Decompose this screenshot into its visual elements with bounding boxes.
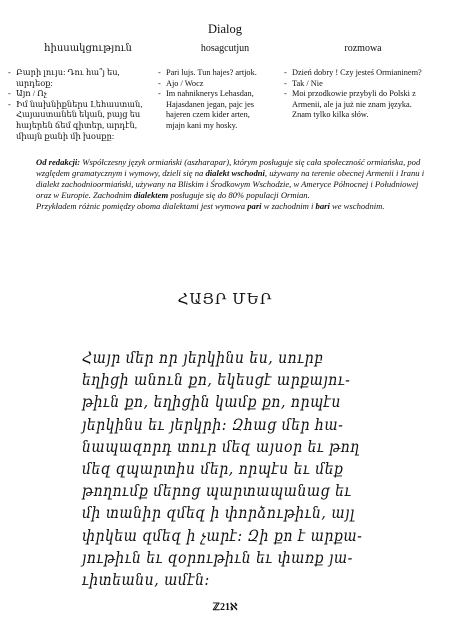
dialog-line-text: Pari lujs. Tun hajes? artjok. bbox=[166, 68, 257, 77]
prayer-line: թողումք մերոց պարտապանաց եւ bbox=[82, 482, 352, 501]
note-emphasis: dialekt wschodni bbox=[205, 168, 265, 179]
prayer-line: յերկինս եւ յերկրի: Զհաց մեր հա- bbox=[82, 415, 344, 434]
note-text: w zachodnim i bbox=[261, 201, 316, 212]
note-emphasis: pari bbox=[247, 201, 262, 212]
note-text: Przykładem różnic pomiędzy oboma dialektami jest wymowa bbox=[36, 201, 248, 212]
dialog-line-text: Dzień dobry ! Czy jesteś Ormianinem? bbox=[292, 68, 422, 77]
dialog-line: - Բարի լույս: Դու հա՞յ ես, արդեօք: bbox=[8, 68, 158, 89]
ornament-right-icon: ℵ bbox=[230, 602, 238, 613]
dialog-line: - Dzień dobry ! Czy jesteś Ormianinem? bbox=[284, 68, 448, 79]
dialog-line-text: Այո / Ոչ bbox=[16, 89, 47, 99]
prayer-line: մեզ զպարտիս մեր, որպէս եւ մեք bbox=[82, 460, 344, 479]
prayer-line: թիւն քո, եղիցին կամք քո, որպէս bbox=[82, 393, 341, 412]
note-text: Współczesny język ormiański (aszharapar), którym posługuje się cała społeczność ormiańska, pod względem gramatycznym i wymowy, dzieli się na bbox=[36, 157, 421, 179]
dialog-line: - Im nahniknerys Lehasdan, Hajasdanen jegan, pajc jes hajeren czem kider arten, mjajn kani my hosky. bbox=[158, 89, 286, 131]
prayer-line: մի տանիր զմեզ ի փորձութիւն, այլ bbox=[82, 504, 355, 523]
prayer-line: Հայր մեր որ յերկինս ես, սուրբ bbox=[82, 349, 324, 367]
ornament-left-icon: ℤ bbox=[212, 602, 220, 613]
column-header-transliteration: hosagcutjun bbox=[200, 43, 250, 54]
dialog-line: - Tak / Nie bbox=[284, 79, 448, 90]
prayer-text bbox=[82, 347, 363, 591]
column-polish bbox=[284, 68, 448, 121]
prayer-line: յութիւն եւ զօրութիւն եւ փառք յա- bbox=[82, 548, 353, 567]
column-header-armenian: հիսսակցություն bbox=[44, 43, 132, 54]
prayer-heading: ՀԱՅՐ ՄԵՐ bbox=[177, 292, 273, 308]
column-armenian bbox=[8, 68, 158, 142]
dialog-line-text: Tak / Nie bbox=[292, 78, 323, 88]
prayer-line: եղիցի անուն քո, եկեսցէ արքայու- bbox=[82, 371, 351, 390]
editorial-note bbox=[36, 157, 428, 212]
column-transliteration bbox=[158, 68, 286, 132]
note-text: , używany na terenie obecnej Armenii i Iranu i dialekt zachodnioormiański, używany na Bliskim i Środkowym Wschodzie, w Ameryce Północnej i Południowej oraz w Europie. Zachodnim bbox=[36, 168, 425, 201]
page-number bbox=[0, 602, 450, 613]
note-emphasis: dialektem bbox=[133, 190, 169, 201]
dialog-line-text: Իմ նախնիքներս Լեհաստան, Հայաստանեն եկան, բայց ես հայերեն ճեմ գիտեր, արդէն, միայն քանի մի խօսքը: bbox=[16, 99, 143, 141]
dialog-line: - Ajo / Wocz bbox=[158, 79, 286, 90]
prayer-line: նապազորդ տուր մեզ այսօր եւ թող bbox=[82, 437, 360, 456]
dialog-line: - Moi przodkowie przybyli do Polski z Armenii, ale ja już nie znam języka. Znam tylko kilka słów. bbox=[284, 89, 448, 121]
dialog-line-text: Ajo / Wocz bbox=[166, 78, 204, 88]
note-emphasis: bari bbox=[315, 201, 330, 212]
note-text: posługuje się do 80% populacji Ormian. bbox=[168, 190, 310, 201]
prayer-line: փրկեա զմեզ ի չարէ: Զի քո է արքա- bbox=[82, 526, 363, 545]
dialog-line-text: Moi przodkowie przybyli do Polski z Armenii, ale ja już nie znam języka. Znam tylko kilka słów. bbox=[292, 89, 416, 120]
note-label: Od redakcji: bbox=[36, 157, 81, 167]
dialog-line-text: Բարի լույս: Դու հա՞յ ես, արդեօք: bbox=[16, 68, 120, 88]
column-header-polish: rozmowa bbox=[344, 43, 382, 54]
dialog-line-text: Im nahniknerys Lehasdan, Hajasdanen jegan, pajc jes hajeren czem kider arten, mjajn kani my hosky. bbox=[166, 89, 255, 130]
prayer-line: ւիտեանս, ամէն: bbox=[82, 571, 210, 590]
note-text: we wschodnim. bbox=[329, 201, 385, 212]
page-number-value: 21 bbox=[220, 602, 230, 613]
dialog-line: - Իմ նախնիքներս Լեհաստան, Հայաստանեն եկան, բայց ես հայերեն ճեմ գիտեր, արդէն, միայն քանի մի խօսքը: bbox=[8, 100, 158, 142]
dialog-title: Dialog bbox=[207, 22, 243, 36]
dialog-line: - Pari lujs. Tun hajes? artjok. bbox=[158, 68, 286, 79]
dialog-line: - Այո / Ոչ bbox=[8, 89, 158, 100]
